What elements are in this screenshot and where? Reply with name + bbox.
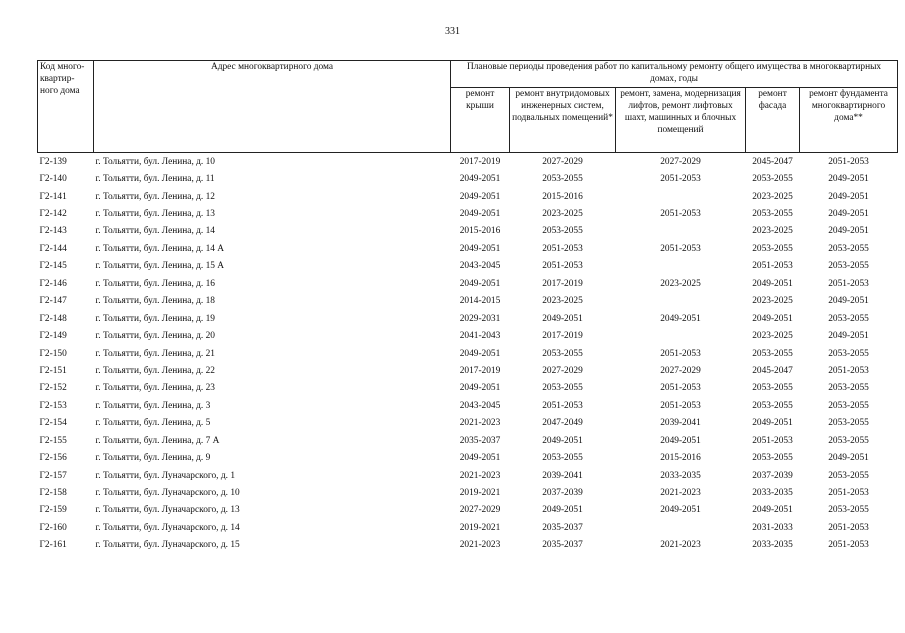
repair-schedule-table bbox=[37, 60, 898, 554]
cell-roof: 2015-2016 bbox=[459, 226, 501, 237]
cell-code: Г2-141 bbox=[39, 191, 67, 202]
cell-lifts: 2027-2029 bbox=[660, 365, 701, 376]
table-row bbox=[38, 258, 898, 275]
cell-systems: 2035-2037 bbox=[542, 540, 583, 551]
cell-systems: 2049-2051 bbox=[542, 435, 583, 446]
cell-roof: 2049-2051 bbox=[459, 348, 501, 359]
cell-code: Г2-156 bbox=[39, 453, 67, 464]
cell-foundation: 2053-2055 bbox=[828, 348, 869, 359]
cell-code: Г2-155 bbox=[39, 435, 67, 446]
cell-lifts: 2049-2051 bbox=[660, 505, 701, 516]
cell-facade: 2053-2055 bbox=[752, 453, 793, 464]
cell-foundation: 2049-2051 bbox=[828, 174, 869, 185]
cell-address: г. Тольятти, бул. Ленина, д. 12 bbox=[95, 191, 215, 202]
cell-systems: 2049-2051 bbox=[542, 313, 583, 324]
cell-roof: 2017-2019 bbox=[459, 365, 501, 376]
cell-roof: 2049-2051 bbox=[459, 453, 501, 464]
cell-foundation: 2053-2055 bbox=[828, 435, 869, 446]
cell-foundation: 2049-2051 bbox=[828, 209, 869, 220]
cell-facade: 2023-2025 bbox=[752, 226, 793, 237]
cell-facade: 2051-2053 bbox=[752, 261, 793, 272]
cell-lifts: 2049-2051 bbox=[660, 313, 701, 324]
cell-address: г. Тольятти, бул. Луначарского, д. 15 bbox=[95, 540, 240, 551]
header-facade: ремонт фасада bbox=[746, 88, 800, 153]
cell-systems: 2023-2025 bbox=[542, 296, 583, 307]
cell-address: г. Тольятти, бул. Ленина, д. 10 bbox=[95, 156, 215, 167]
cell-foundation: 2053-2055 bbox=[828, 313, 869, 324]
cell-systems: 2053-2055 bbox=[542, 174, 583, 185]
cell-lifts: 2051-2053 bbox=[660, 383, 701, 394]
header-roof: ремонт крыши bbox=[451, 88, 510, 153]
table-row bbox=[38, 345, 898, 362]
table-row bbox=[38, 223, 898, 240]
table-row bbox=[38, 153, 898, 171]
cell-lifts bbox=[616, 327, 746, 344]
cell-address: г. Тольятти, бул. Ленина, д. 15 А bbox=[95, 261, 225, 272]
cell-lifts bbox=[616, 188, 746, 205]
cell-lifts: 2051-2053 bbox=[660, 243, 701, 254]
cell-roof: 2049-2051 bbox=[459, 278, 501, 289]
cell-facade: 2053-2055 bbox=[752, 348, 793, 359]
cell-foundation: 2053-2055 bbox=[828, 261, 869, 272]
cell-address: г. Тольятти, бул. Ленина, д. 22 bbox=[95, 365, 215, 376]
cell-facade: 2023-2025 bbox=[752, 191, 793, 202]
table-row bbox=[38, 275, 898, 292]
cell-address: г. Тольятти, бул. Ленина, д. 14 А bbox=[95, 243, 225, 254]
table-row bbox=[38, 467, 898, 484]
cell-code: Г2-154 bbox=[39, 418, 67, 429]
cell-foundation: 2051-2053 bbox=[828, 278, 869, 289]
cell-code: Г2-148 bbox=[39, 313, 67, 324]
cell-lifts: 2051-2053 bbox=[660, 209, 701, 220]
cell-facade: 2045-2047 bbox=[752, 365, 793, 376]
cell-foundation: 2049-2051 bbox=[828, 191, 869, 202]
cell-address: г. Тольятти, бул. Ленина, д. 14 bbox=[95, 226, 215, 237]
table-body bbox=[38, 153, 898, 555]
header-periods: Плановые периоды проведения работ по капитальному ремонту общего имущества в многоквартирных домах, годы bbox=[451, 61, 898, 88]
cell-code: Г2-157 bbox=[39, 470, 67, 481]
cell-code: Г2-144 bbox=[39, 243, 67, 254]
cell-roof: 2049-2051 bbox=[459, 383, 501, 394]
cell-facade: 2049-2051 bbox=[752, 505, 793, 516]
cell-systems: 2053-2055 bbox=[542, 348, 583, 359]
table-row bbox=[38, 205, 898, 222]
cell-roof: 2043-2045 bbox=[459, 400, 501, 411]
table-row bbox=[38, 449, 898, 466]
cell-facade: 2053-2055 bbox=[752, 383, 793, 394]
cell-foundation: 2051-2053 bbox=[828, 540, 869, 551]
table-row bbox=[38, 484, 898, 501]
cell-code: Г2-152 bbox=[39, 383, 67, 394]
cell-code: Г2-159 bbox=[39, 505, 67, 516]
table-row bbox=[38, 502, 898, 519]
cell-lifts: 2033-2035 bbox=[660, 470, 701, 481]
cell-address: г. Тольятти, бул. Ленина, д. 3 bbox=[95, 400, 211, 411]
cell-systems: 2017-2019 bbox=[542, 278, 583, 289]
cell-lifts: 2039-2041 bbox=[660, 418, 701, 429]
cell-systems: 2017-2019 bbox=[542, 331, 583, 342]
cell-foundation: 2053-2055 bbox=[828, 505, 869, 516]
cell-lifts bbox=[616, 223, 746, 240]
cell-address: г. Тольятти, бул. Ленина, д. 9 bbox=[95, 453, 211, 464]
cell-roof: 2027-2029 bbox=[459, 505, 501, 516]
cell-facade: 2023-2025 bbox=[752, 296, 793, 307]
table-row bbox=[38, 415, 898, 432]
cell-lifts: 2015-2016 bbox=[660, 453, 701, 464]
cell-lifts bbox=[616, 293, 746, 310]
cell-roof: 2021-2023 bbox=[459, 470, 501, 481]
cell-lifts: 2023-2025 bbox=[660, 278, 701, 289]
cell-roof: 2017-2019 bbox=[459, 156, 501, 167]
header-code: Код много- квартир- ного дома bbox=[38, 61, 94, 153]
cell-facade: 2049-2051 bbox=[752, 313, 793, 324]
cell-facade: 2045-2047 bbox=[752, 156, 793, 167]
cell-roof: 2049-2051 bbox=[459, 174, 501, 185]
cell-foundation: 2049-2051 bbox=[828, 331, 869, 342]
cell-foundation: 2053-2055 bbox=[828, 243, 869, 254]
cell-code: Г2-140 bbox=[39, 174, 67, 185]
cell-facade: 2049-2051 bbox=[752, 278, 793, 289]
cell-roof: 2019-2021 bbox=[459, 488, 501, 499]
header-address: Адрес многоквартирного дома bbox=[94, 61, 451, 153]
cell-address: г. Тольятти, бул. Луначарского, д. 14 bbox=[95, 522, 240, 533]
cell-foundation: 2051-2053 bbox=[828, 156, 869, 167]
cell-foundation: 2049-2051 bbox=[828, 226, 869, 237]
table-row bbox=[38, 432, 898, 449]
cell-roof: 2049-2051 bbox=[459, 243, 501, 254]
cell-facade: 2031-2033 bbox=[752, 522, 793, 533]
cell-code: Г2-147 bbox=[39, 296, 67, 307]
cell-facade: 2053-2055 bbox=[752, 400, 793, 411]
cell-systems: 2051-2053 bbox=[542, 261, 583, 272]
cell-systems: 2053-2055 bbox=[542, 453, 583, 464]
cell-code: Г2-161 bbox=[39, 540, 67, 551]
cell-facade: 2053-2055 bbox=[752, 174, 793, 185]
cell-roof: 2041-2043 bbox=[459, 331, 501, 342]
cell-lifts: 2051-2053 bbox=[660, 348, 701, 359]
cell-lifts: 2021-2023 bbox=[660, 540, 701, 551]
cell-lifts bbox=[616, 519, 746, 536]
cell-roof: 2019-2021 bbox=[459, 522, 501, 533]
cell-code: Г2-153 bbox=[39, 400, 67, 411]
cell-code: Г2-139 bbox=[39, 156, 67, 167]
cell-foundation: 2049-2051 bbox=[828, 296, 869, 307]
cell-foundation: 2053-2055 bbox=[828, 470, 869, 481]
table-row bbox=[38, 362, 898, 379]
cell-code: Г2-150 bbox=[39, 348, 67, 359]
cell-systems: 2051-2053 bbox=[542, 243, 583, 254]
cell-address: г. Тольятти, бул. Ленина, д. 18 bbox=[95, 296, 215, 307]
cell-facade: 2051-2053 bbox=[752, 435, 793, 446]
cell-facade: 2023-2025 bbox=[752, 331, 793, 342]
table-row bbox=[38, 397, 898, 414]
header-lifts: ремонт, замена, модернизация лифтов, ремонт лифтовых шахт, машинных и блочных помещений bbox=[616, 88, 746, 153]
header-systems: ремонт внутридомовых инженерных систем, подвальных помещений* bbox=[510, 88, 616, 153]
table-row bbox=[38, 519, 898, 536]
cell-foundation: 2051-2053 bbox=[828, 365, 869, 376]
cell-lifts: 2049-2051 bbox=[660, 435, 701, 446]
table-row bbox=[38, 188, 898, 205]
cell-roof: 2021-2023 bbox=[459, 418, 501, 429]
cell-code: Г2-146 bbox=[39, 278, 67, 289]
cell-systems: 2049-2051 bbox=[542, 505, 583, 516]
cell-foundation: 2053-2055 bbox=[828, 383, 869, 394]
cell-lifts: 2051-2053 bbox=[660, 174, 701, 185]
table-header-row bbox=[38, 61, 898, 88]
cell-systems: 2047-2049 bbox=[542, 418, 583, 429]
cell-code: Г2-142 bbox=[39, 209, 67, 220]
cell-roof: 2049-2051 bbox=[459, 191, 501, 202]
cell-systems: 2023-2025 bbox=[542, 209, 583, 220]
cell-systems: 2053-2055 bbox=[542, 383, 583, 394]
cell-systems: 2015-2016 bbox=[542, 191, 583, 202]
cell-address: г. Тольятти, бул. Луначарского, д. 13 bbox=[95, 505, 240, 516]
cell-roof: 2035-2037 bbox=[459, 435, 501, 446]
cell-foundation: 2051-2053 bbox=[828, 522, 869, 533]
cell-lifts: 2051-2053 bbox=[660, 400, 701, 411]
cell-address: г. Тольятти, бул. Ленина, д. 21 bbox=[95, 348, 215, 359]
cell-address: г. Тольятти, бул. Ленина, д. 11 bbox=[95, 174, 215, 185]
cell-lifts: 2021-2023 bbox=[660, 488, 701, 499]
table-row bbox=[38, 380, 898, 397]
cell-address: г. Тольятти, бул. Ленина, д. 16 bbox=[95, 278, 215, 289]
cell-roof: 2014-2015 bbox=[459, 296, 501, 307]
cell-address: г. Тольятти, бул. Луначарского, д. 10 bbox=[95, 488, 240, 499]
cell-code: Г2-160 bbox=[39, 522, 67, 533]
cell-address: г. Тольятти, бул. Ленина, д. 23 bbox=[95, 383, 215, 394]
cell-code: Г2-158 bbox=[39, 488, 67, 499]
cell-systems: 2037-2039 bbox=[542, 488, 583, 499]
cell-address: г. Тольятти, бул. Ленина, д. 19 bbox=[95, 313, 215, 324]
table-row bbox=[38, 537, 898, 554]
cell-lifts: 2027-2029 bbox=[660, 156, 701, 167]
cell-roof: 2049-2051 bbox=[459, 209, 501, 220]
cell-roof: 2029-2031 bbox=[459, 313, 501, 324]
table-row bbox=[38, 310, 898, 327]
table-row bbox=[38, 293, 898, 310]
header-foundation: ремонт фундамента многоквартирного дома** bbox=[800, 88, 898, 153]
cell-systems: 2051-2053 bbox=[542, 400, 583, 411]
table-row bbox=[38, 240, 898, 257]
cell-foundation: 2051-2053 bbox=[828, 488, 869, 499]
cell-address: г. Тольятти, бул. Ленина, д. 7 А bbox=[95, 435, 220, 446]
cell-facade: 2033-2035 bbox=[752, 488, 793, 499]
cell-roof: 2043-2045 bbox=[459, 261, 501, 272]
table-row bbox=[38, 170, 898, 187]
cell-address: г. Тольятти, бул. Ленина, д. 20 bbox=[95, 331, 215, 342]
cell-code: Г2-145 bbox=[39, 261, 67, 272]
cell-address: г. Тольятти, бул. Луначарского, д. 1 bbox=[95, 470, 236, 481]
cell-systems: 2053-2055 bbox=[542, 226, 583, 237]
cell-facade: 2037-2039 bbox=[752, 470, 793, 481]
cell-systems: 2027-2029 bbox=[542, 156, 583, 167]
cell-lifts bbox=[616, 258, 746, 275]
cell-address: г. Тольятти, бул. Ленина, д. 13 bbox=[95, 209, 215, 220]
cell-code: Г2-151 bbox=[39, 365, 67, 376]
cell-foundation: 2053-2055 bbox=[828, 418, 869, 429]
cell-foundation: 2053-2055 bbox=[828, 400, 869, 411]
cell-systems: 2035-2037 bbox=[542, 522, 583, 533]
page-number: 331 bbox=[445, 26, 460, 37]
cell-facade: 2053-2055 bbox=[752, 243, 793, 254]
cell-systems: 2027-2029 bbox=[542, 365, 583, 376]
cell-code: Г2-149 bbox=[39, 331, 67, 342]
cell-systems: 2039-2041 bbox=[542, 470, 583, 481]
cell-facade: 2033-2035 bbox=[752, 540, 793, 551]
cell-address: г. Тольятти, бул. Ленина, д. 5 bbox=[95, 418, 211, 429]
cell-foundation: 2049-2051 bbox=[828, 453, 869, 464]
cell-roof: 2021-2023 bbox=[459, 540, 501, 551]
cell-code: Г2-143 bbox=[39, 226, 67, 237]
table-row bbox=[38, 327, 898, 344]
cell-facade: 2049-2051 bbox=[752, 418, 793, 429]
cell-facade: 2053-2055 bbox=[752, 209, 793, 220]
